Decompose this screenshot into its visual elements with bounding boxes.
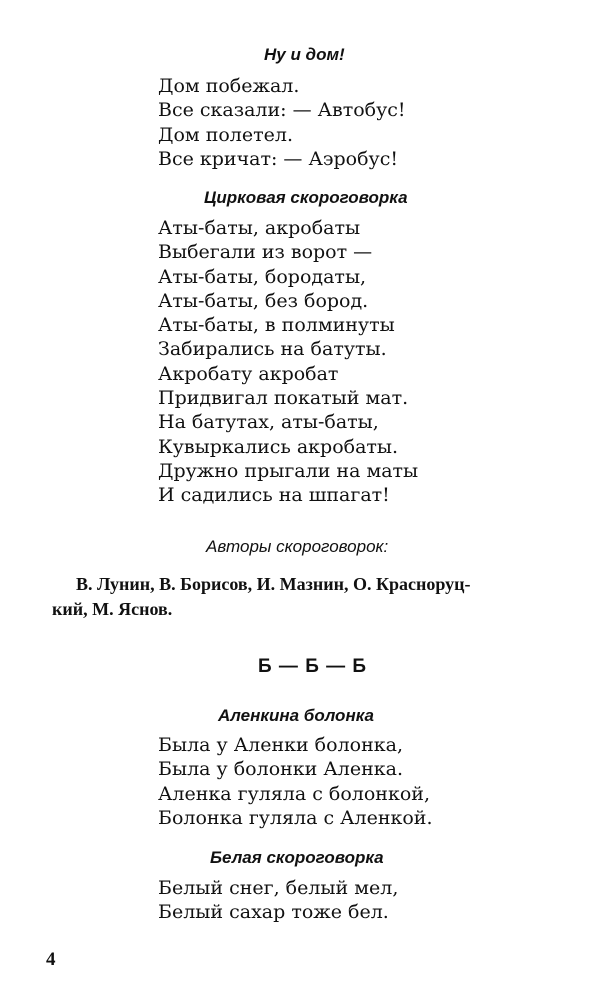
page-number: 4	[46, 949, 56, 970]
poem-line: Болонка гуляла с Аленкой.	[158, 806, 433, 829]
poem-line: Дружно прыгали на маты	[158, 459, 419, 482]
poem-line: Дом побежал.	[158, 75, 300, 97]
poem-title-belaya: Белая скороговорка	[210, 848, 384, 867]
poem-body-nu-i-dom	[158, 74, 406, 171]
poem-line: Белый сахар тоже бел.	[158, 901, 389, 924]
poem-line: Аты-баты, в полминуты	[158, 314, 395, 337]
poem-line: Была у болонки Аленка.	[158, 758, 403, 781]
poem-body-tsirkovaya	[158, 216, 418, 508]
section-heading: Б — Б — Б	[258, 656, 368, 677]
authors-list	[52, 572, 471, 622]
poem-line: Все сказали: — Автобус!	[158, 99, 406, 122]
poem-title-nu-i-dom: Ну и дом!	[264, 45, 345, 64]
poem-line: На батутах, аты-баты,	[158, 411, 379, 434]
poem-title-tsirkovaya: Цирковая скороговорка	[204, 188, 408, 207]
poem-line: Аты-баты, бородаты,	[158, 265, 367, 288]
authors-line-1: В. Лунин, В. Борисов, И. Мазнин, О. Красноруц-	[76, 574, 471, 594]
authors-line-2: кий, М. Яснов.	[52, 599, 173, 619]
poem-line: Аленка гуляла с болонкой,	[158, 782, 430, 805]
poem-line: Кувыркались акробаты.	[158, 435, 399, 458]
poem-title-alenkina-bolonka: Аленкина болонка	[218, 706, 374, 725]
poem-line: Аты-баты, акробаты	[158, 217, 361, 239]
poem-line: Аты-баты, без бород.	[158, 289, 369, 312]
poem-line: Была у Аленки болонка,	[158, 734, 403, 756]
poem-line: Все кричат: — Аэробус!	[158, 147, 398, 170]
poem-line: Дом полетел.	[158, 123, 293, 146]
poem-line: Забирались на батуты.	[158, 338, 387, 361]
poem-line: Акробату акробат	[158, 362, 339, 385]
poem-body-alenkina-bolonka	[158, 733, 433, 830]
poem-line: Придвигал покатый мат.	[158, 387, 409, 410]
poem-line: Выбегали из ворот —	[158, 241, 373, 264]
authors-label: Авторы скороговорок:	[206, 537, 389, 556]
poem-body-belaya	[158, 876, 398, 925]
poem-line: Белый снег, белый мел,	[158, 877, 399, 899]
poem-line: И садились на шпагат!	[158, 484, 390, 507]
